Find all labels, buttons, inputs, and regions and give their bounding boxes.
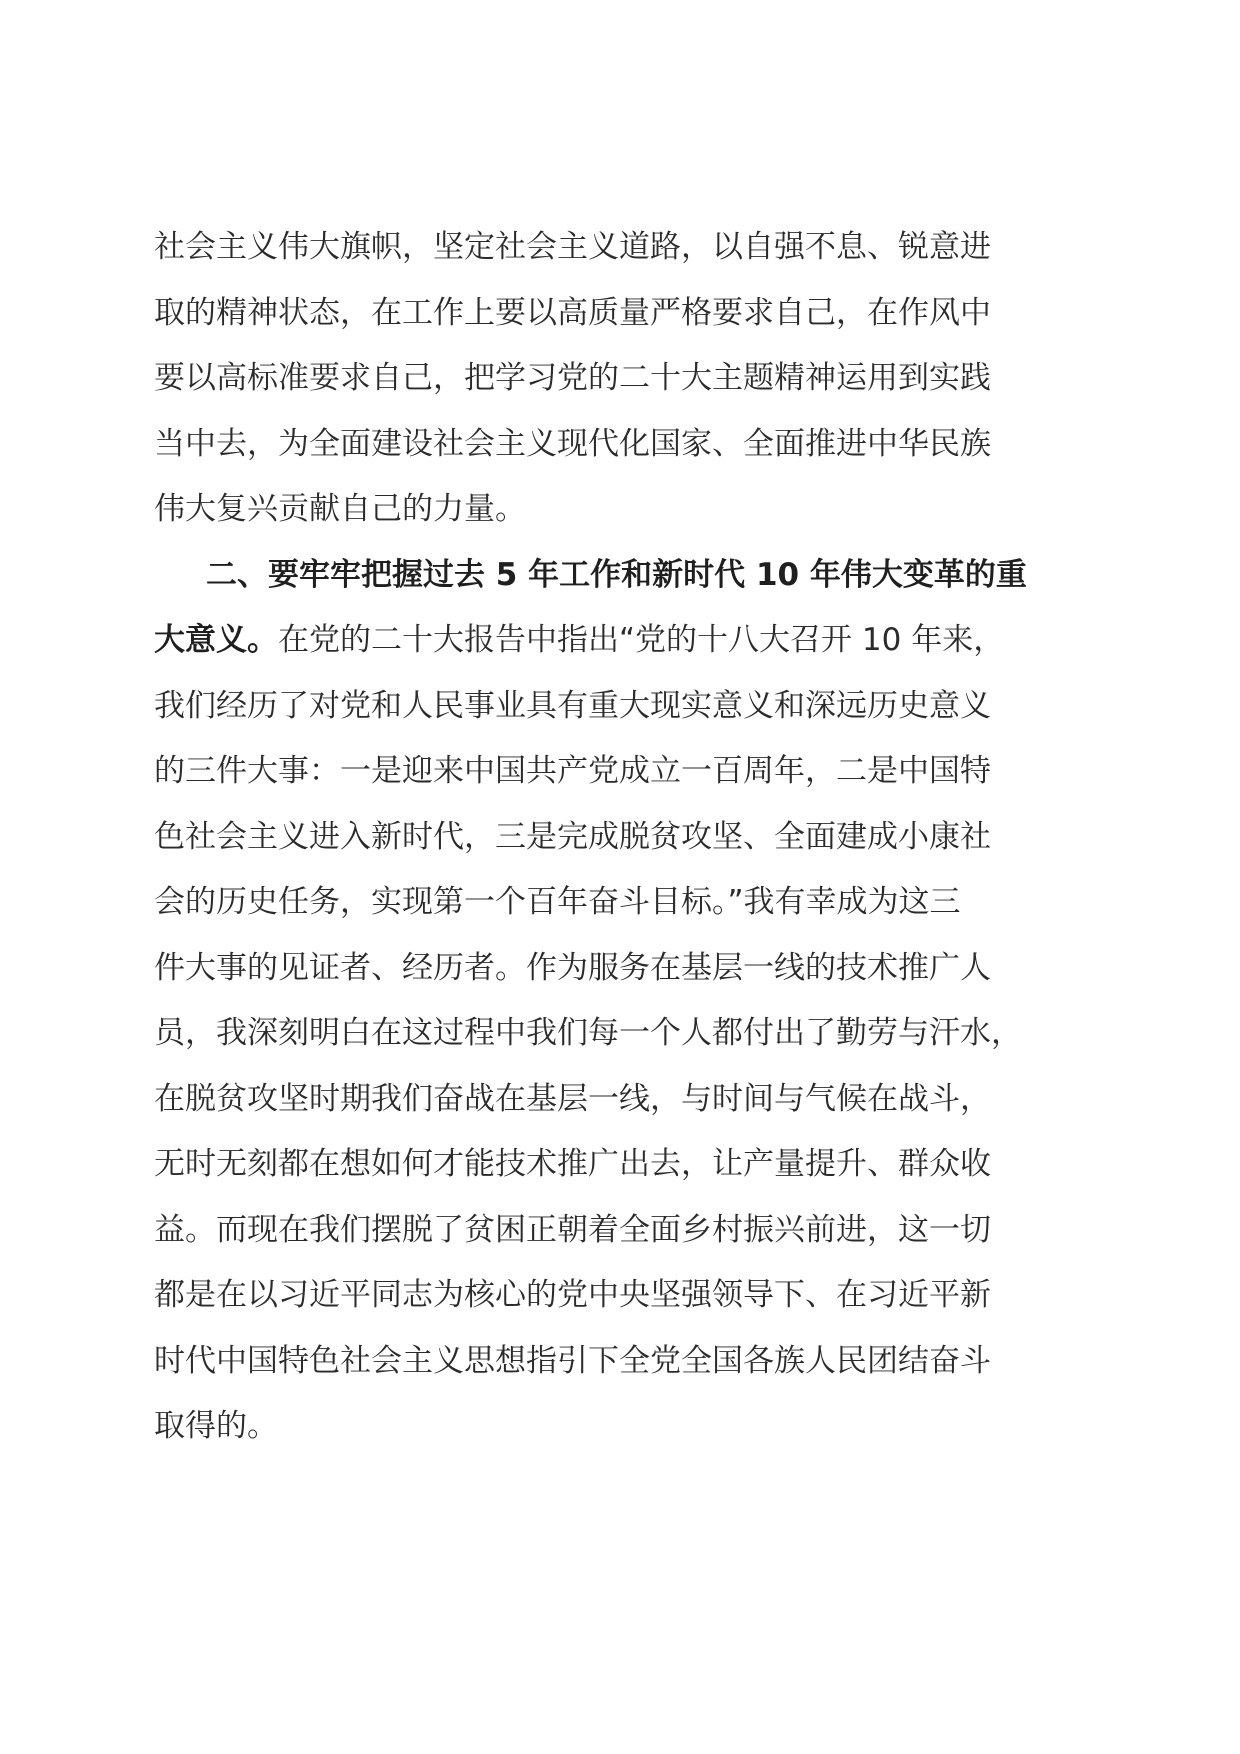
paragraph-continuation bbox=[154, 215, 1099, 543]
text-line: 取得的。 bbox=[154, 1408, 278, 1444]
text-line: 取的精神状态，在工作上要以高质量严格要求自己，在作风中 bbox=[154, 294, 991, 331]
text-line: 会的历史任务，实现第一个百年奋斗目标。”我有幸成为这三 bbox=[154, 884, 961, 920]
text-line: 都是在以习近平同志为核心的党中央坚强领导下、在习近平新 bbox=[154, 1277, 991, 1313]
paragraph-section-two bbox=[154, 543, 1099, 1460]
section-text-start: 在党的二十大报告中指出“党的十八大召开 10 年来， bbox=[278, 622, 1005, 658]
text-line: 社会主义伟大旗帜，坚定社会主义道路，以自强不息、锐意进 bbox=[154, 229, 991, 265]
text-line: 我们经历了对党和人民事业具有重大现实意义和深远历史意义 bbox=[154, 687, 991, 724]
text-line: 的三件大事：一是迎来中国共产党成立一百周年，二是中国特 bbox=[154, 753, 991, 789]
text-line: 色社会主义进入新时代，三是完成脱贫攻坚、全面建成小康社 bbox=[154, 818, 991, 855]
text-line: 时代中国特色社会主义思想指引下全党全国各族人民团结奋斗 bbox=[154, 1342, 991, 1379]
document-body bbox=[154, 215, 1099, 1460]
text-line: 员，我深刻明白在这过程中我们每一个人都付出了勤劳与汗水， bbox=[154, 1015, 1022, 1051]
text-line: 要以高标准要求自己，把学习党的二十大主题精神运用到实践 bbox=[154, 360, 991, 396]
text-line: 无时无刻都在想如何才能技术推广出去，让产量提升、群众收 bbox=[154, 1146, 991, 1182]
text-line bbox=[154, 608, 1099, 674]
text-line: 伟大复兴贡献自己的力量。 bbox=[154, 491, 526, 527]
text-line: 益。而现在我们摆脱了贫困正朝着全面乡村振兴前进，这一切 bbox=[154, 1211, 991, 1248]
text-line: 件大事的见证者、经历者。作为服务在基层一线的技术推广人 bbox=[154, 949, 991, 986]
text-line: 当中去，为全面建设社会主义现代化国家、全面推进中华民族 bbox=[154, 425, 991, 462]
section-heading: 二、要牢牢把握过去 5 年工作和新时代 10 年伟大变革的重 bbox=[206, 556, 1027, 593]
text-line: 在脱贫攻坚时期我们奋战在基层一线，与时间与气候在战斗， bbox=[154, 1080, 991, 1117]
section-heading-end: 大意义。 bbox=[154, 622, 278, 658]
